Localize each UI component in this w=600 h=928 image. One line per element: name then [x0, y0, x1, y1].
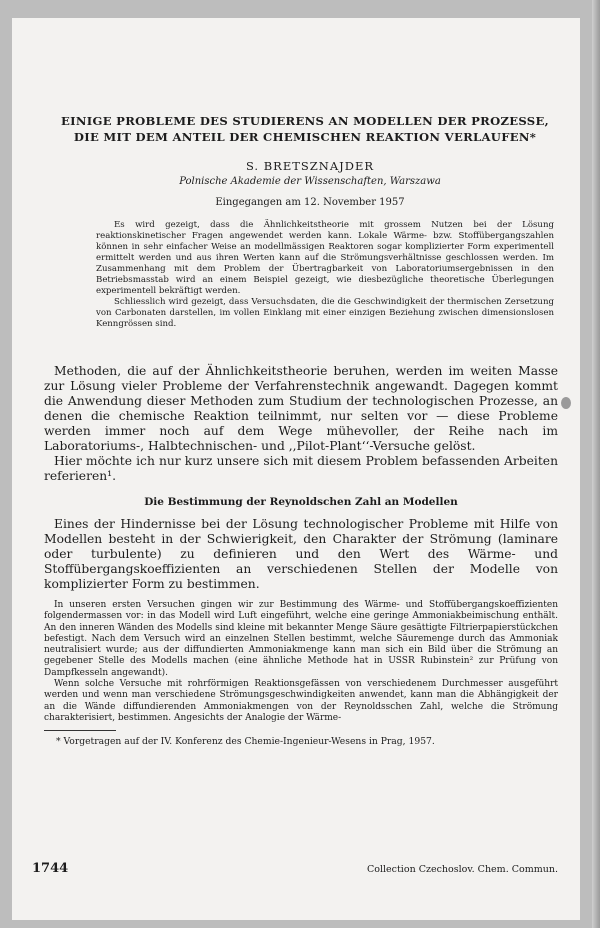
section-intro-paragraph: Eines der Hindernisse bei der Lösung technologischer Probleme mit Hilfe von Modellen besteht in der Schwierigkeit, den Charakter der Strömung (laminare oder turbulente) zu definieren und den Wert des Wärme- und Stoffübergangskoeffizienten an verschiedenen Stellen der Modelle von komplizierter Form zu bestimmen.	[44, 517, 558, 591]
main-body	[44, 364, 558, 749]
received-date: Eingegangen am 12. November 1957	[215, 197, 405, 208]
journal-page	[12, 18, 580, 920]
abstract-paragraph-2: Schliesslich wird gezeigt, dass Versuchsdaten, die die Geschwindigkeit der thermischen Zersetzung von Carbonaten darstellen, im vollen Einklang mit einer einzigen Beziehung zwischen dimensionslosen Kenngrössen sind.	[96, 297, 554, 329]
small-paragraph-1: In unseren ersten Versuchen gingen wir zur Bestimmung des Wärme- und Stoffübergangskoeffizienten folgendermassen vor: in das Modell wird Luft eingeführt, welche eine geringe Ammoniakbeimischung enthält. An den inneren Wänden des Modells sind kleine mit bekannter Menge Säure gesättigte Filtrierpapierstückchen befestigt. Nach dem Versuch wird an einzelnen Stellen bestimmt, welche Säuremenge durch das Ammoniak neutralisiert wurde; aus der diffundierten Ammoniakmenge kann man sich ein Bild über die Strömung an gegebener Stelle des Modells machen (eine ähnliche Methode hat in USSR Rubinstein² zur Prüfung von Dampfkesseln angewandt).	[44, 600, 558, 678]
footnote: * Vorgetragen auf der IV. Konferenz des Chemie-Ingenieur-Wesens in Prag, 1957.	[56, 736, 435, 748]
small-paragraph-2: Wenn solche Versuche mit rohrförmigen Reaktionsgefässen von verschiedenem Durchmesser ausgeführt werden und wenn man verschiedene Strömungsgeschwindigkeiten anwendet, kann man die Abhängigkeit der an die Wände diffundierenden Ammoniakmengen von der Reynoldsschen Zahl, welche die Strömung charakterisiert, bestimmen. Angesichts der Analogie der Wärme-	[44, 679, 558, 723]
body-paragraph-2: Hier möchte ich nur kurz unsere sich mit diesem Problem befassenden Arbeiten referieren¹.	[44, 454, 558, 483]
journal-name: Collection Czechoslov. Chem. Commun.	[366, 864, 558, 875]
footnote-divider	[44, 730, 116, 731]
section-heading: Die Bestimmung der Reynoldschen Zahl an Modellen	[144, 496, 458, 508]
author-affiliation: Polnische Akademie der Wissenschaften, Warszawa	[179, 176, 441, 187]
abstract	[96, 220, 554, 330]
small-print-block	[44, 600, 558, 724]
page-number: 1744	[32, 861, 69, 876]
title-line-1: EINIGE PROBLEME DES STUDIERENS AN MODELLEN DER PROZESSE,	[61, 114, 549, 128]
scan-spot	[561, 397, 571, 409]
scan-edge	[592, 0, 600, 928]
article-title	[34, 113, 576, 145]
author-name: S. BRETSZNAJDER	[245, 159, 375, 173]
body-paragraph-1: Methoden, die auf der Ähnlichkeitstheorie beruhen, werden im weiten Masse zur Lösung vieler Probleme der Verfahrenstechnik angewandt. Dagegen kommt die Anwendung dieser Methoden zum Studium der technologischen Prozesse, an denen die chemische Reaktion teilnimmt, nur selten vor — diese Probleme werden immer noch auf dem Wege mühevoller, der Reihe nach im Laboratoriums-, Halbtechnischen- und ,,Pilot-Plant‘‘-Versuche gelöst.	[44, 364, 558, 453]
title-line-2: DIE MIT DEM ANTEIL DER CHEMISCHEN REAKTION VERLAUFEN*	[73, 130, 537, 144]
page-footer	[32, 861, 558, 876]
abstract-paragraph-1: Es wird gezeigt, dass die Ähnlichkeitstheorie mit grossem Nutzen bei der Lösung reaktionskinetischer Fragen angewendet werden kann. Lokale Wärme- bzw. Stoffübergangszahlen können in sehr einfacher Weise an modellmässigen Reaktoren sogar komplizierter Form experimentell ermittelt werden und aus ihren Werten kann auf die Strömungsverhältnisse geschlossen werden. Im Zusammenhang mit dem Problem der Übertragbarkeit von Laboratoriumsergebnissen in den Betriebsmasstab wird an einem Beispiel gezeigt, wie diesbezügliche theoretische Überlegungen experimentell bekräftigt werden.	[96, 220, 554, 296]
